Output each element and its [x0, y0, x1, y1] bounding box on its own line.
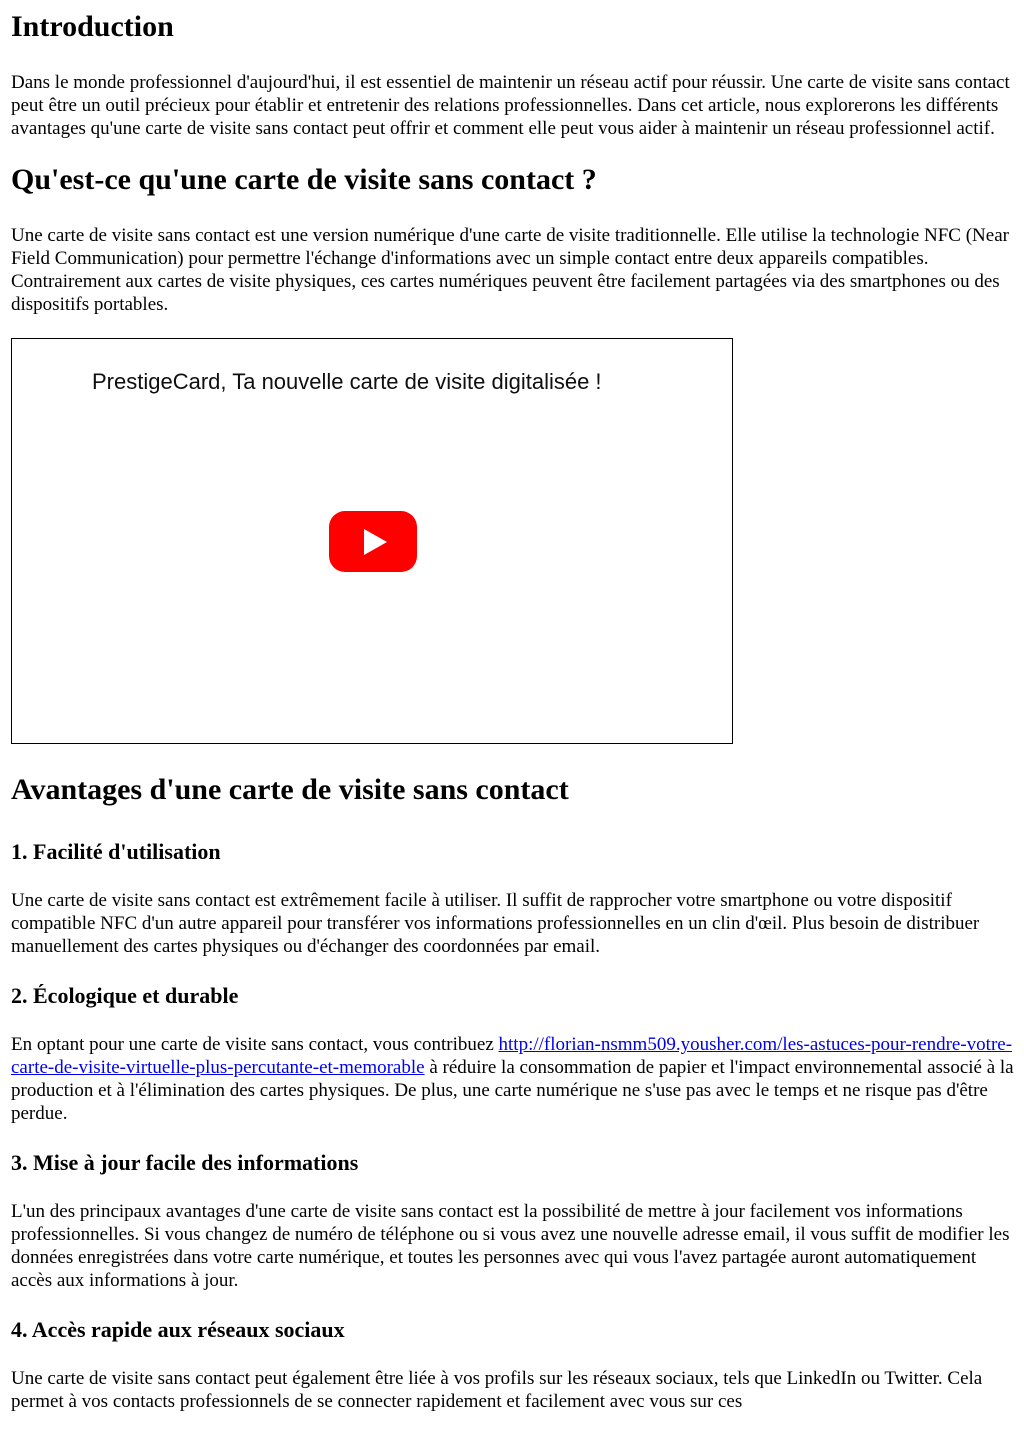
text-after-link: à réduire la consommation de papier et l'impact environnemental associé à la production et à l'élimination des cartes physiques. De plus, une carte numérique ne s'use pas avec le temps et ne risque pas d'être perdue. [11, 1057, 1014, 1124]
text-before-link: En optant pour une carte de visite sans contact, vous contribuez [11, 1034, 499, 1055]
section-heading-ease: 1. Facilité d'utilisation [11, 839, 221, 864]
section-paragraph-updates: L'un des principaux avantages d'une carte de visite sans contact est la possibilité de mettre à jour facilement vos informations professionnelles. Si vous changez de numéro de téléphone ou si vous avez une nouvelle adresse email, il vous suffit de modifier les données enregistrées dans votre carte numérique, et toutes les personnes avec qui vous l'avez partagée auront automatiquement accès aux informations à jour. [11, 1201, 1010, 1291]
video-title[interactable]: PrestigeCard, Ta nouvelle carte de visite digitalisée ! [92, 369, 602, 394]
what-is-paragraph: Une carte de visite sans contact est une version numérique d'une carte de visite traditionnelle. Elle utilise la technologie NFC (Near Field Communication) pour permettre l'échange d'informations avec un simple contact entre deux appareils compatibles. Contrairement aux cartes de visite physiques, ces cartes numériques peuvent être facilement partagées via des smartphones ou des dispositifs portables. [11, 225, 1009, 315]
intro-heading: Introduction [11, 10, 174, 43]
article-link[interactable]: http://florian-nsmm509.yousher.com/les-astuces-pour-rendre-votre-carte-de-visite-virtuelle-plus-percutante-et-memorable [11, 1034, 1013, 1078]
section-heading-updates: 3. Mise à jour facile des informations [11, 1150, 359, 1175]
youtube-play-icon[interactable] [329, 511, 417, 572]
section-heading-ecology: 2. Écologique et durable [11, 983, 239, 1008]
video-embed[interactable] [11, 338, 733, 744]
intro-paragraph: Dans le monde professionnel d'aujourd'hui, il est essentiel de maintenir un réseau actif pour réussir. Une carte de visite sans contact peut être un outil précieux pour établir et entretenir des relations professionnelles. Dans cet article, nous explorerons les différents avantages qu'une carte de visite sans contact peut offrir et comment elle peut vous aider à maintenir un réseau professionnel actif. [11, 72, 1010, 139]
what-is-heading: Qu'est-ce qu'une carte de visite sans contact ? [11, 163, 597, 196]
section-paragraph-social: Une carte de visite sans contact peut également être liée à vos profils sur les réseaux sociaux, tels que LinkedIn ou Twitter. Cela permet à vos contacts professionnels de se connecter rapidement et facilement avec vous sur ces [11, 1368, 983, 1412]
section-paragraph-ease: Une carte de visite sans contact est extrêmement facile à utiliser. Il suffit de rapprocher votre smartphone ou votre dispositif compatible NFC d'un autre appareil pour transférer vos informations professionnelles en un clin d'œil. Plus besoin de distribuer manuellement des cartes physiques ou d'échanger des coordonnées par email. [11, 890, 980, 957]
section-heading-social: 4. Accès rapide aux réseaux sociaux [11, 1317, 345, 1342]
advantages-heading: Avantages d'une carte de visite sans contact [11, 773, 569, 806]
section-paragraph-ecology [11, 1033, 1014, 1125]
